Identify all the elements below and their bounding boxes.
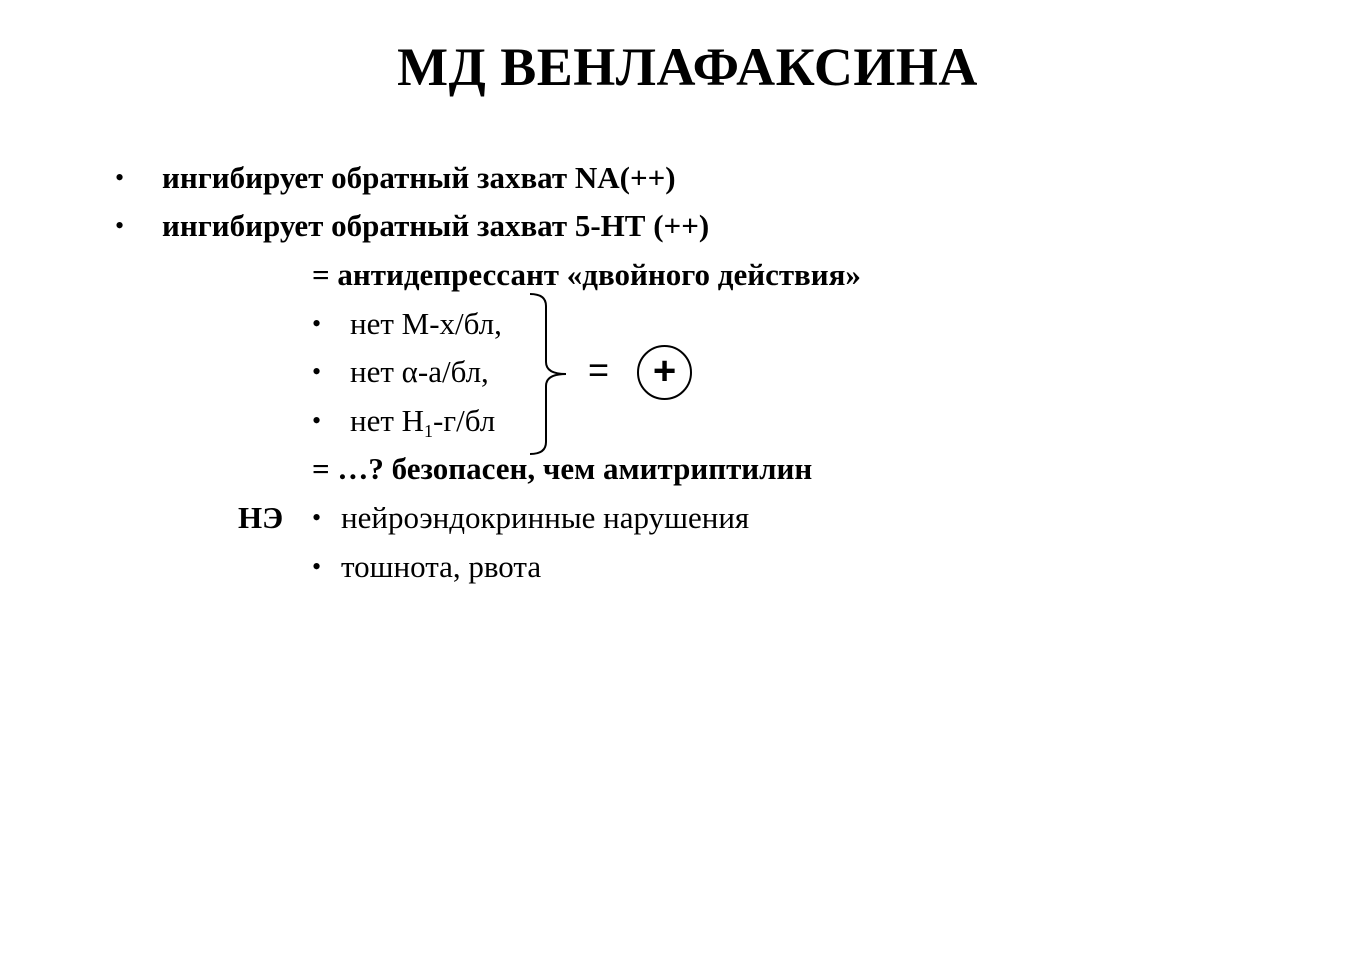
bullet-mark: •: [312, 503, 322, 532]
adverse-neuroendocrine: нейроэндокринные нарушения: [341, 500, 750, 535]
side-item-m-cholino: нет М-х/бл,: [350, 306, 502, 341]
ne-label: НЭ: [238, 500, 284, 535]
safety-line: = …? безопасен, чем амитриптилин: [312, 451, 813, 486]
bullet-mark: •: [312, 406, 322, 435]
side-item-alpha-adreno: нет α-а/бл,: [350, 354, 489, 389]
page-title: МД ВЕНЛАФАКСИНА: [397, 37, 978, 97]
side-item-h1-histamino: нет $Н_1-г/бл$: [350, 403, 496, 441]
bullet-mark: •: [312, 309, 322, 338]
bullet-na-reuptake: ингибирует обратный захват NA(++): [162, 160, 676, 195]
bullet-5ht-reuptake: ингибирует обратный захват 5-НТ (++): [162, 208, 710, 243]
bullet-mark: •: [312, 552, 322, 581]
bullet-mark: •: [312, 357, 322, 386]
adverse-nausea: тошнота, рвота: [341, 549, 542, 584]
plus-circle-icon: +: [637, 345, 692, 400]
bullet-mark: •: [115, 211, 125, 240]
bullet-mark: •: [115, 163, 125, 192]
right-brace-icon: [528, 292, 578, 458]
equals-sign: =: [588, 349, 610, 390]
dual-action-line: = антидепрессант «двойного действия»: [312, 257, 861, 292]
